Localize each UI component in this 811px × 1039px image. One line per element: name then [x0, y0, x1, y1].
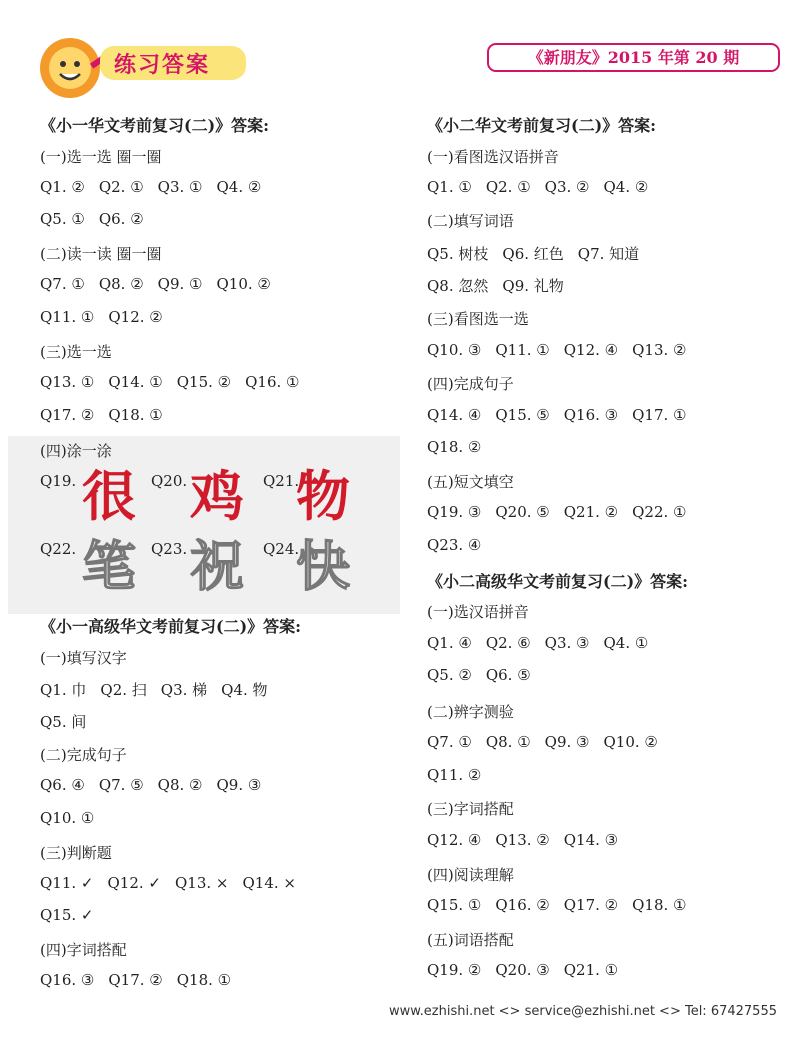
answer: Q4. ②	[603, 178, 649, 196]
subheading: (三)看图选一选	[427, 310, 529, 328]
outline-character: 快	[296, 535, 350, 598]
answer: Q8. ②	[98, 275, 144, 293]
answer: Q9. ③	[544, 733, 590, 751]
answer-row	[427, 178, 662, 196]
answer: Q2. ①	[485, 178, 531, 196]
answer: Q8. ②	[157, 776, 203, 794]
heading-primary2: 《小二华文考前复习(二)》答案:	[427, 116, 657, 135]
answer: Q11. ①	[40, 308, 95, 326]
question-label: Q22.	[40, 540, 77, 558]
answer-row	[40, 373, 314, 391]
answer-row	[40, 971, 245, 989]
answer: Q7. ①	[40, 275, 85, 293]
answer: Q19. ③	[427, 503, 482, 521]
subheading: (一)看图选汉语拼音	[427, 148, 559, 166]
section-title: 练习答案	[114, 53, 211, 78]
subheading: (一)选汉语拼音	[427, 603, 529, 621]
answer: Q21. ②	[563, 503, 619, 521]
answer: Q7. ⑤	[98, 776, 144, 794]
answer-row	[427, 766, 495, 784]
answer-row	[427, 536, 495, 554]
answer-row	[427, 341, 701, 359]
answer: Q5. 间	[40, 713, 87, 731]
answer: Q14. ④	[427, 406, 482, 424]
answer-row	[40, 874, 310, 892]
question-label: Q21.	[263, 472, 300, 490]
answer: Q17. ②	[40, 406, 95, 424]
answer: Q4. ①	[603, 634, 649, 652]
section-logo	[34, 34, 244, 102]
answer-row	[427, 438, 495, 456]
answer: Q13. ②	[632, 341, 687, 359]
question-label: Q23.	[151, 540, 188, 558]
answer: Q17. ②	[108, 971, 163, 989]
answer-row	[427, 896, 701, 914]
answer: Q17. ①	[632, 406, 687, 424]
colored-character: 物	[296, 465, 350, 528]
answer: Q5. ②	[427, 666, 472, 684]
answer: Q12. ④	[563, 341, 619, 359]
subheading: (五)短文填空	[427, 473, 514, 491]
answer-row	[427, 243, 653, 264]
answer: Q11. ②	[427, 766, 482, 784]
answer: Q13. ×	[175, 874, 229, 892]
answer-row	[427, 666, 545, 684]
question-label: Q24.	[263, 540, 300, 558]
answer: Q10. ③	[427, 341, 482, 359]
answer-row	[427, 406, 701, 424]
answer: Q5. 树枝	[427, 245, 489, 263]
answer: Q4. ②	[216, 178, 262, 196]
answer: Q6. ④	[40, 776, 85, 794]
answer: Q19. ②	[427, 961, 482, 979]
answer: Q12. ②	[108, 308, 163, 326]
answer: Q8. 忽然	[427, 277, 489, 295]
answer: Q9. 礼物	[502, 277, 564, 295]
answer: Q2. ①	[98, 178, 144, 196]
answer: Q4. 物	[221, 681, 268, 699]
answer-row	[40, 809, 108, 827]
colored-character: 鸡	[190, 465, 244, 528]
answer-row	[40, 711, 100, 732]
answer: Q1. ①	[427, 178, 472, 196]
answer: Q2. ⑥	[485, 634, 531, 652]
answer: Q1. ④	[427, 634, 472, 652]
question-label: Q20.	[151, 472, 188, 490]
answer: Q10. ②	[216, 275, 271, 293]
outline-character: 笔	[82, 535, 136, 598]
answer: Q15. ⑤	[495, 406, 550, 424]
answer: Q14. ③	[563, 831, 619, 849]
subheading: (三)判断题	[40, 844, 112, 862]
answer-row	[427, 634, 662, 652]
answer: Q3. ③	[544, 634, 590, 652]
answer: Q7. 知道	[577, 245, 640, 263]
answer: Q16. ②	[495, 896, 550, 914]
answer: Q3. ②	[544, 178, 590, 196]
issue-title: 《新朋友》2015 年第 20 期	[487, 43, 780, 72]
answer: Q12. ✓	[107, 874, 161, 892]
answer-row	[427, 961, 632, 979]
answer: Q9. ①	[157, 275, 203, 293]
answer: Q11. ①	[495, 341, 550, 359]
answer: Q23. ④	[427, 536, 482, 554]
subheading: (四)涂一涂	[40, 442, 112, 460]
answer-row	[40, 906, 108, 924]
answer-row	[40, 275, 285, 293]
answer: Q14. ×	[242, 874, 296, 892]
answer: Q16. ③	[563, 406, 619, 424]
answer: Q1. 巾	[40, 681, 87, 699]
subheading: (四)完成句子	[427, 375, 514, 393]
answer: Q20. ③	[495, 961, 550, 979]
answer: Q17. ②	[563, 896, 619, 914]
answer: Q9. ③	[216, 776, 262, 794]
answer: Q3. 梯	[160, 681, 208, 699]
subheading: (二)完成句子	[40, 746, 127, 764]
answer: Q20. ⑤	[495, 503, 550, 521]
answer-row	[40, 679, 282, 700]
heading-primary2-advanced: 《小二高级华文考前复习(二)》答案:	[427, 572, 689, 591]
answer-row	[40, 406, 177, 424]
answer: Q3. ①	[157, 178, 203, 196]
answer-row	[427, 503, 701, 521]
answer: Q14. ①	[108, 373, 163, 391]
answer: Q8. ①	[485, 733, 531, 751]
subheading: (五)词语搭配	[427, 931, 514, 949]
answer: Q22. ①	[632, 503, 687, 521]
answer: Q13. ②	[495, 831, 550, 849]
subheading: (二)读一读 圈一圈	[40, 245, 162, 263]
question-label: Q19.	[40, 472, 77, 490]
answer-row	[40, 308, 177, 326]
answer: Q15. ②	[176, 373, 232, 391]
answer: Q6. ⑤	[485, 666, 531, 684]
outline-character: 祝	[190, 535, 244, 598]
subheading: (四)字词搭配	[40, 941, 127, 959]
answer: Q18. ②	[427, 438, 482, 456]
answer: Q1. ②	[40, 178, 85, 196]
answer: Q10. ②	[603, 733, 658, 751]
answer: Q12. ④	[427, 831, 482, 849]
answer: Q21. ①	[563, 961, 619, 979]
answer: Q18. ①	[108, 406, 163, 424]
subheading: (四)阅读理解	[427, 866, 514, 884]
answer: Q15. ①	[427, 896, 482, 914]
answer: Q5. ①	[40, 210, 85, 228]
answer: Q6. 红色	[502, 245, 564, 263]
subheading: (一)填写汉字	[40, 649, 127, 667]
answer: Q16. ①	[245, 373, 300, 391]
answer: Q7. ①	[427, 733, 472, 751]
answer: Q18. ①	[632, 896, 687, 914]
subheading: (二)辨字测验	[427, 703, 514, 721]
answer: Q11. ✓	[40, 874, 94, 892]
answer-row	[427, 275, 578, 296]
subheading: (一)选一选 圈一圈	[40, 148, 162, 166]
answer-row	[427, 831, 632, 849]
answer: Q15. ✓	[40, 906, 94, 924]
answer-row	[40, 178, 275, 196]
subheading: (三)选一选	[40, 343, 112, 361]
answer-row	[40, 776, 275, 794]
subheading: (三)字词搭配	[427, 800, 514, 818]
answer: Q16. ③	[40, 971, 95, 989]
answer: Q13. ①	[40, 373, 95, 391]
colored-character: 很	[82, 465, 136, 528]
answer: Q6. ②	[98, 210, 144, 228]
subheading: (二)填写词语	[427, 212, 514, 230]
answer: Q2. 扫	[100, 681, 147, 699]
answer-row	[40, 210, 158, 228]
answer: Q10. ①	[40, 809, 95, 827]
answer-row	[427, 733, 672, 751]
heading-primary1-advanced: 《小一高级华文考前复习(二)》答案:	[40, 617, 302, 636]
answer: Q18. ①	[176, 971, 232, 989]
footer-contact: www.ezhishi.net <> service@ezhishi.net <> Tel: 67427555	[388, 1004, 777, 1019]
heading-primary1: 《小一华文考前复习(二)》答案:	[40, 116, 270, 135]
